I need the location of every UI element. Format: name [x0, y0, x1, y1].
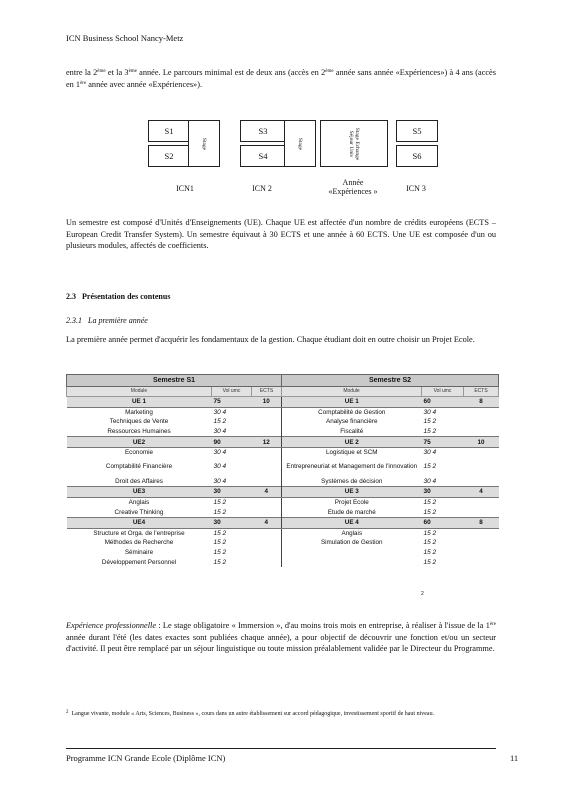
- s2-vol-cell: 15 2: [423, 508, 437, 516]
- s2-ects-cell: [464, 528, 499, 538]
- s1-module-cell: UE2: [67, 437, 212, 448]
- s1-ects-cell: [252, 458, 282, 477]
- s2-vol-cell: 15 2: [423, 539, 437, 547]
- footer-title: Programme ICN Grande Ecole (Diplôme ICN): [66, 753, 226, 763]
- s1-module-cell: Structure et Orga. de l'entreprise: [93, 529, 185, 537]
- s1-ects-cell: [252, 417, 282, 427]
- stage-1-label: Stage: [201, 137, 207, 150]
- s2-ects-cell: [464, 557, 499, 567]
- s1-ects-cell: 4: [252, 517, 282, 528]
- column-header-row: [67, 387, 499, 397]
- semester-s2-header: Semestre S2: [282, 375, 499, 387]
- s2-ects-cell: [464, 407, 499, 417]
- s1-module-cell: UE3: [67, 487, 212, 498]
- ue-row: [67, 397, 499, 408]
- module-row: [67, 417, 499, 427]
- s2-ects-cell: [464, 447, 499, 457]
- s2-module-cell: UE 2: [282, 437, 422, 448]
- s1-ects-cell: [252, 497, 282, 507]
- box-stage-2: [284, 120, 316, 167]
- s1-vol-cell: 75: [212, 397, 252, 408]
- ue-row: [67, 487, 499, 498]
- col-ects-header: ECTS: [464, 387, 499, 397]
- table-note-mark: 2: [421, 591, 424, 597]
- s2-module-cell: Entrepreneuriat et Management de l'innovation: [282, 458, 422, 477]
- section-number: 2.3: [66, 292, 76, 301]
- col-ects-header: ECTS: [252, 387, 282, 397]
- experience-text: année durant l'été (les dates exactes sont publiées chaque année), a pour objectif de découvrir une fonction et/ou un secteur d'activité. Il peut être remplacé par un séjour linguistique ou toute mission préalablement validée par le Directeur du Programme.: [66, 632, 496, 653]
- s2-ects-cell: [464, 538, 499, 548]
- s1-module-cell: Ressources Humaines: [107, 428, 171, 436]
- box-stage-3: [320, 120, 388, 167]
- s2-module-cell: Anglais: [282, 528, 422, 538]
- section-heading: [66, 292, 496, 301]
- semester-header-row: [67, 375, 499, 387]
- s1-ects-cell: 12: [252, 437, 282, 448]
- s2-module-cell: Comptabilité de Gestion: [282, 407, 422, 417]
- s1-vol-cell: 30 4: [213, 449, 227, 457]
- experience-sup: ère: [489, 622, 496, 627]
- col-module-header: Module: [282, 387, 422, 397]
- s2-vol-cell: 60: [422, 517, 464, 528]
- s2-vol-cell: 60: [422, 397, 464, 408]
- intro-text: année sans année «Expériences») à 4 ans (accès en 1: [66, 68, 496, 89]
- box-s4: S4: [240, 145, 286, 167]
- s1-vol-cell: 15 2: [213, 539, 227, 547]
- s2-ects-cell: [464, 497, 499, 507]
- s2-module-cell: Fiscalité: [282, 427, 422, 437]
- s2-vol-cell: 15 2: [423, 529, 437, 537]
- s1-vol-cell: 15 2: [213, 508, 227, 516]
- curriculum-diagram: [0, 0, 565, 210]
- s1-module-cell: Séminaire: [124, 549, 154, 557]
- intro-text: entre la 2: [66, 68, 98, 77]
- s1-vol-cell: 15 2: [213, 499, 227, 507]
- s1-vol-cell: 30 4: [213, 463, 227, 471]
- col-vol-header: Vol umc: [422, 387, 464, 397]
- label-annee-experiences: [318, 178, 388, 196]
- module-row: [67, 427, 499, 437]
- intro-sup: ème: [325, 69, 334, 74]
- s1-module-cell: Economie: [124, 449, 153, 457]
- s2-vol-cell: 30 4: [423, 477, 437, 485]
- box-s2: S2: [148, 145, 190, 167]
- s2-ects-cell: 8: [464, 517, 499, 528]
- s1-vol-cell: 15 2: [213, 558, 227, 566]
- footer-rule: [66, 748, 496, 749]
- s2-module-cell: Etude de marché: [282, 507, 422, 517]
- s1-ects-cell: [252, 557, 282, 567]
- s1-module-cell: Comptabilité Financière: [105, 463, 173, 471]
- ue-row: [67, 517, 499, 528]
- experience-paragraph: [66, 620, 496, 655]
- s2-ects-cell: [464, 548, 499, 558]
- stage-3-label: Stage Echange Séjour Univ: [348, 127, 360, 160]
- module-row: [67, 548, 499, 558]
- s2-ects-cell: [464, 427, 499, 437]
- module-row: [67, 497, 499, 507]
- s2-vol-cell: 30 4: [423, 449, 437, 457]
- col-vol-header: Vol umc: [212, 387, 252, 397]
- col-module-header: Module: [67, 387, 212, 397]
- label-icn1: ICN1: [176, 184, 194, 193]
- s2-vol-cell: 75: [422, 437, 464, 448]
- s2-module-cell: Systèmes de décision: [282, 477, 422, 487]
- s2-ects-cell: [464, 417, 499, 427]
- s2-ects-cell: 4: [464, 487, 499, 498]
- module-row: [67, 538, 499, 548]
- s1-module-cell: Droit des Affaires: [115, 477, 163, 485]
- label-experiences: «Expériences »: [328, 187, 378, 196]
- s2-module-cell: Projet Ecole: [282, 497, 422, 507]
- box-s5: S5: [396, 120, 438, 142]
- s1-ects-cell: [252, 538, 282, 548]
- s2-vol-cell: 15 2: [423, 418, 437, 426]
- s1-vol-cell: 15 2: [213, 549, 227, 557]
- module-row: [67, 477, 499, 487]
- footnote: [66, 710, 496, 718]
- page-header: ICN Business School Nancy-Metz: [66, 33, 184, 43]
- s1-ects-cell: [252, 427, 282, 437]
- s2-ects-cell: [464, 477, 499, 487]
- section-title: Présentation des contenus: [82, 292, 171, 301]
- s2-module-cell: [282, 548, 422, 558]
- ue-row: [67, 437, 499, 448]
- s1-vol-cell: 15 2: [213, 529, 227, 537]
- s2-ects-cell: 8: [464, 397, 499, 408]
- s1-vol-cell: 30: [212, 517, 252, 528]
- intro-sup: ère: [80, 80, 87, 86]
- s1-ects-cell: [252, 507, 282, 517]
- experience-label: Expérience professionnelle: [66, 621, 157, 630]
- s2-module-cell: UE 3: [282, 487, 422, 498]
- module-row: [67, 557, 499, 567]
- subsection-heading: [66, 316, 148, 325]
- subsection-number: 2.3.1: [66, 316, 82, 325]
- module-row: [67, 458, 499, 477]
- curriculum-table: [66, 374, 499, 567]
- s1-ects-cell: 4: [252, 487, 282, 498]
- s2-module-cell: Simulation de Gestion: [282, 538, 422, 548]
- module-row: [67, 447, 499, 457]
- stage-2-label: Stage: [297, 137, 303, 150]
- s1-ects-cell: [252, 447, 282, 457]
- s1-module-cell: Techniques de Vente: [109, 418, 169, 426]
- intro-text: et la 3: [105, 68, 129, 77]
- s2-ects-cell: [464, 507, 499, 517]
- label-annee: Année: [342, 178, 364, 187]
- s1-vol-cell: 30 4: [213, 408, 227, 416]
- s2-vol-cell: 15 2: [423, 428, 437, 436]
- semester-s1-header: Semestre S1: [67, 375, 282, 387]
- page-number: 11: [510, 753, 519, 763]
- label-icn2: ICN 2: [252, 184, 272, 193]
- s2-vol-cell: 15 2: [423, 499, 437, 507]
- s1-module-cell: Marketing: [125, 408, 153, 416]
- s1-module-cell: Méthodes de Recherche: [104, 539, 174, 547]
- box-s1: S1: [148, 120, 190, 142]
- semestre-paragraph: Un semestre est composé d'Unités d'Enseignements (UE). Chaque UE est affectée d'un nombre de crédits européens (ECTS – European Credit Transfer System). Un semestre équivaut à 30 ECTS et une année à 60 ECTS. Une UE est composée d'un ou plusieurs modules, affectés de coefficients.: [66, 218, 496, 250]
- s1-module-cell: UE4: [67, 517, 212, 528]
- intro-text: année avec année «Expériences»).: [86, 79, 203, 89]
- s2-module-cell: UE 4: [282, 517, 422, 528]
- s1-vol-cell: 30: [212, 487, 252, 498]
- s2-module-cell: Logistique et SCM: [282, 447, 422, 457]
- experience-text: : Le stage obligatoire « Immersion », d'au moins trois mois en entreprise, à réaliser à l'issue de la 1: [156, 621, 490, 630]
- module-row: [67, 407, 499, 417]
- box-stage-1: [188, 120, 220, 167]
- s1-ects-cell: 10: [252, 397, 282, 408]
- s1-vol-cell: 90: [212, 437, 252, 448]
- s2-vol-cell: 15 2: [423, 549, 437, 557]
- s2-module-cell: [282, 557, 422, 567]
- s2-ects-cell: [464, 458, 499, 477]
- footnote-text: Langue vivante, module « Arts, Sciences, Business », cours dans un autre établissement sur accord pédagogique, investissement sportif de haut niveau.: [71, 711, 435, 717]
- s2-module-cell: Analyse financière: [282, 417, 422, 427]
- footnote-mark: 2: [66, 710, 69, 715]
- s1-module-cell: Anglais: [128, 499, 150, 507]
- s1-ects-cell: [252, 548, 282, 558]
- intro-sup: ème: [128, 69, 137, 74]
- box-s6: S6: [396, 145, 438, 167]
- s2-ects-cell: 10: [464, 437, 499, 448]
- module-row: [67, 507, 499, 517]
- s2-vol-cell: 30: [422, 487, 464, 498]
- module-row: [67, 528, 499, 538]
- box-s3: S3: [240, 120, 286, 142]
- intro-text: année. Le parcours minimal est de deux ans (accès en 2: [136, 68, 326, 77]
- subsection-title: La première année: [88, 316, 148, 325]
- s2-vol-cell: 15 2: [423, 558, 437, 566]
- s1-module-cell: Creative Thinking: [114, 508, 164, 516]
- s1-ects-cell: [252, 407, 282, 417]
- s1-vol-cell: 15 2: [213, 418, 227, 426]
- label-icn3: ICN 3: [406, 184, 426, 193]
- s2-module-cell: UE 1: [282, 397, 422, 408]
- s1-ects-cell: [252, 477, 282, 487]
- s1-vol-cell: 30 4: [213, 477, 227, 485]
- s1-module-cell: UE 1: [67, 397, 212, 408]
- s2-vol-cell: 30 4: [423, 408, 437, 416]
- s1-vol-cell: 30 4: [213, 428, 227, 436]
- s1-module-cell: Développement Personnel: [101, 558, 177, 566]
- premiere-annee-paragraph: La première année permet d'acquérir les fondamentaux de la gestion. Chaque étudiant doit en outre choisir un Projet Ecole.: [66, 335, 475, 344]
- s2-vol-cell: 15 2: [423, 463, 437, 471]
- intro-sup: ème: [97, 69, 106, 74]
- s1-ects-cell: [252, 528, 282, 538]
